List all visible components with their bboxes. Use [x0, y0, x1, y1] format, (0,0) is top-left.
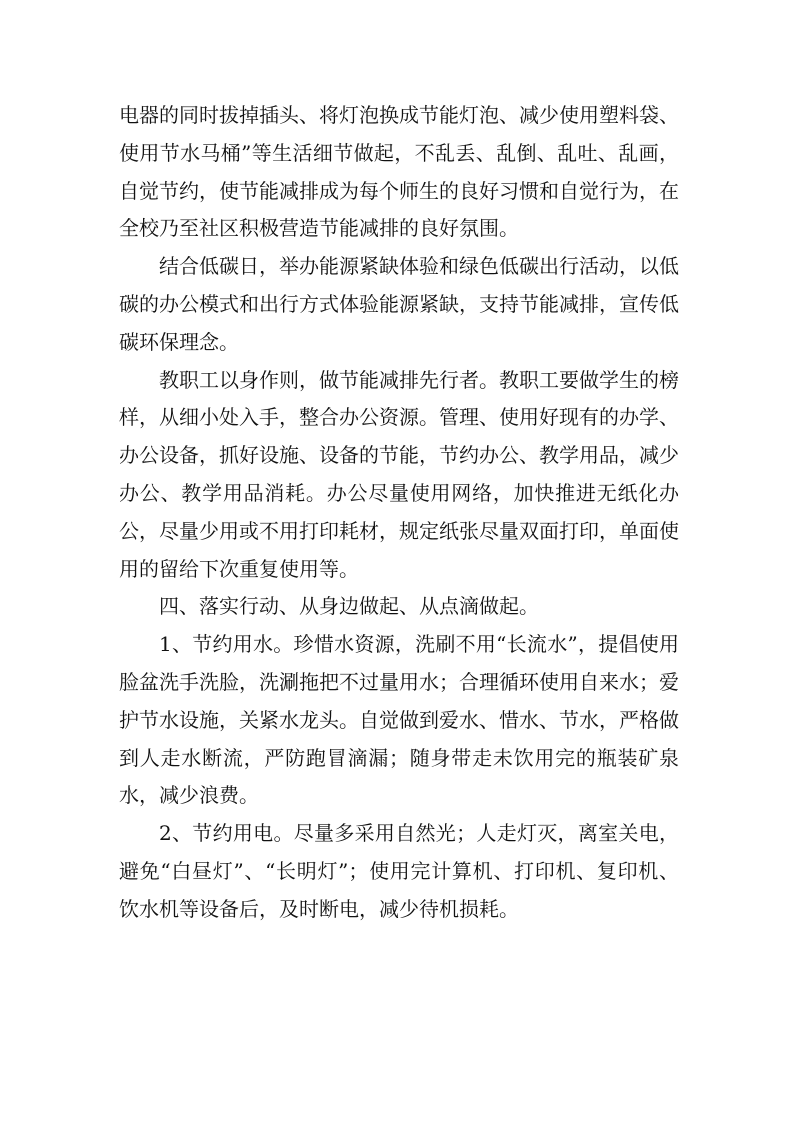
document-body	[119, 97, 679, 929]
paragraph-low-carbon-day: 结合低碳日，举办能源紧缺体验和绿色低碳出行活动，以低碳的办公模式和出行方式体验能源紧缺，支持节能减排，宣传低碳环保理念。	[119, 254, 679, 354]
paragraph-save-water: 1、节约用水。珍惜水资源，洗刷不用“长流水”，提倡使用脸盆洗手洗脸，洗涮拖把不过量用水；合理循环使用自来水；爱护节水设施，关紧水龙头。自觉做到爱水、惜水、节水，严格做到人走水断流，严防跑冒滴漏；随身带走未饮用完的瓶装矿泉水，减少浪费。	[119, 632, 679, 808]
section-heading-four: 四、落实行动、从身边做起、从点滴做起。	[159, 594, 539, 619]
paragraph-save-electricity: 2、节约用电。尽量多采用自然光；人走灯灭，离室关电，避免“白昼灯”、“长明灯”；使用完计算机、打印机、复印机、饮水机等设备后，及时断电，减少待机损耗。	[119, 821, 679, 921]
paragraph-staff-example: 教职工以身作则，做节能减排先行者。教职工要做学生的榜样，从细小处入手，整合办公资源。管理、使用好现有的办学、办公设备，抓好设施、设备的节能，节约办公、教学用品，减少办公、教学用品消耗。办公尽量使用网络，加快推进无纸化办公，尽量少用或不用打印耗材，规定纸张尽量双面打印，单面使用的留给下次重复使用等。	[119, 367, 679, 581]
paragraph-continued: 电器的同时拔掉插头、将灯泡换成节能灯泡、减少使用塑料袋、使用节水马桶”等生活细节做起，不乱丢、乱倒、乱吐、乱画，自觉节约，使节能减排成为每个师生的良好习惯和自觉行为，在全校乃至社区积极营造节能减排的良好氛围。	[119, 103, 679, 241]
